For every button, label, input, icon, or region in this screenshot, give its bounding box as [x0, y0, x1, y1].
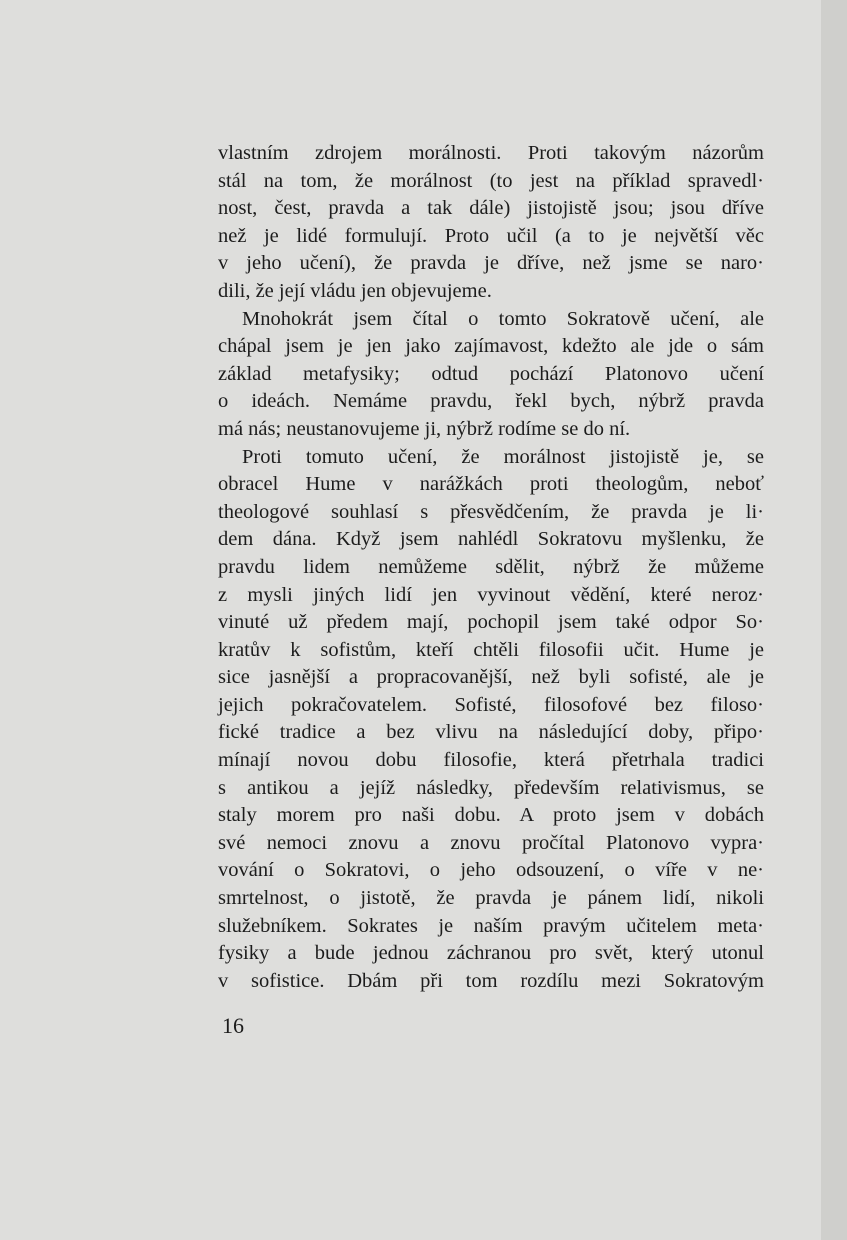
text-line: o ideách. Nemáme pravdu, řekl bych, nýbrž pravda — [218, 390, 764, 413]
text-line: své nemoci znovu a znovu pročítal Platonovo vypra· — [218, 831, 764, 854]
text-line: fické tradice a bez vlivu na následující doby, připo· — [218, 721, 764, 744]
text-line: základ metafysiky; odtud pochází Platonovo učení — [218, 362, 764, 385]
text-line: Proti tomuto učení, že morálnost jistojistě je, se — [242, 445, 764, 468]
text-line: v jeho učení), že pravda je dříve, než jsme se naro· — [218, 252, 764, 275]
text-line: vlastním zdrojem morálnosti. Proti takovým názorům — [218, 142, 764, 164]
text-line: s antikou a jejíž následky, především relativismus, se — [218, 776, 764, 799]
text-line: má nás; neustanovujeme ji, nýbrž rodíme se do ní. — [218, 417, 631, 440]
page-edge-shadow — [821, 0, 847, 1240]
body-text — [218, 140, 764, 995]
text-line: staly morem pro naši dobu. A proto jsem v dobách — [218, 804, 764, 827]
text-line: nost, čest, pravda a tak dále) jistojistě jsou; jsou dříve — [218, 197, 764, 220]
text-line: v sofistice. Dbám při tom rozdílu mezi Sokratovým — [218, 969, 764, 992]
text-line: vování o Sokratovi, o jeho odsouzení, o víře v ne· — [218, 859, 764, 882]
text-line: vinuté už předem mají, pochopil jsem také odpor So· — [218, 611, 764, 634]
text-line: z mysli jiných lidí jen vyvinout vědění, které neroz· — [218, 583, 764, 606]
text-line: dili, že její vládu jen objevujeme. — [218, 279, 492, 302]
text-line: než je lidé formulují. Proto učil (a to je největší věc — [218, 224, 764, 247]
text-line: služebníkem. Sokrates je naším pravým učitelem meta· — [218, 914, 764, 937]
text-line: obracel Hume v narážkách proti theologům, neboť — [218, 473, 764, 496]
text-line: sice jasnější a propracovanější, než byli sofisté, ale je — [218, 666, 764, 689]
text-line: chápal jsem je jen jako zajímavost, kdežto ale jde o sám — [218, 335, 764, 358]
text-line: theologové souhlasí s přesvědčením, že pravda je li· — [218, 500, 764, 523]
text-line: fysiky a bude jednou záchranou pro svět, který utonul — [218, 942, 764, 965]
page-number: 16 — [222, 1013, 244, 1038]
text-line: jejich pokračovatelem. Sofisté, filosofové bez filoso· — [218, 693, 764, 716]
text-line: Mnohokrát jsem čítal o tomto Sokratově učení, ale — [242, 307, 764, 330]
text-line: pravdu lidem nemůžeme sdělit, nýbrž že můžeme — [218, 555, 764, 578]
text-line: smrtelnost, o jistotě, že pravda je pánem lidí, nikoli — [218, 887, 764, 910]
text-line: kratův k sofistům, kteří chtěli filosofii učit. Hume je — [218, 638, 764, 661]
text-line: stál na tom, že morálnost (to jest na příklad spravedl· — [218, 169, 764, 192]
text-line: dem dána. Když jsem nahlédl Sokratovu myšlenku, že — [218, 528, 764, 551]
text-line: mínají novou dobu filosofie, která přetrhala tradici — [218, 749, 764, 772]
